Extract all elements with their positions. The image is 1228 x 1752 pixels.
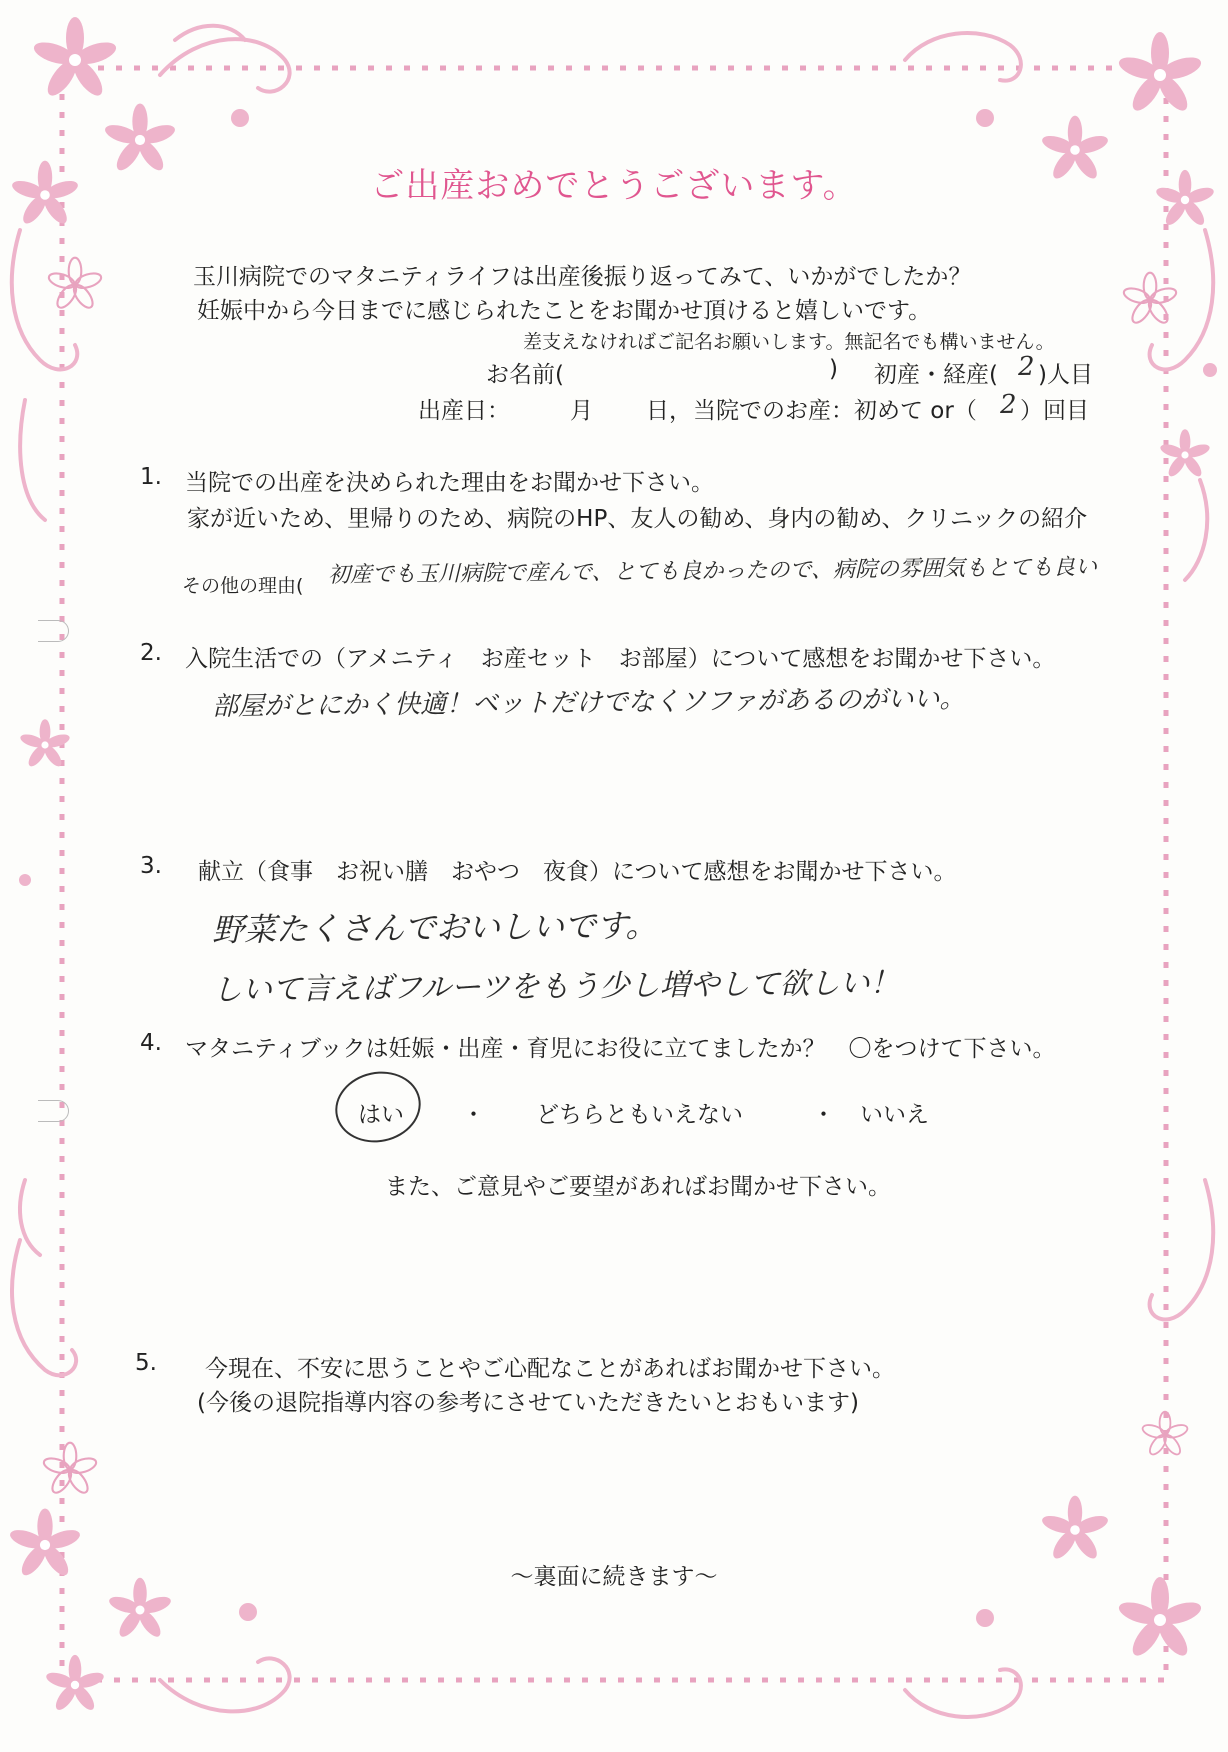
choice-yes[interactable]: はい xyxy=(358,1102,404,1128)
q5-note: (今後の退院指導内容の参考にさせていただきたいとおもいます) xyxy=(197,1390,859,1416)
count-value[interactable]: 2 xyxy=(999,389,1017,420)
q2-question: 入院生活での（アメニティ お産セット お部屋）について感想をお聞かせ下さい。 xyxy=(185,646,1056,672)
q1-question: 当院での出産を決められた理由をお聞かせ下さい。 xyxy=(185,470,714,496)
q4-number: 4. xyxy=(140,1030,162,1056)
date-day: 日， xyxy=(646,398,692,424)
choice-neutral[interactable]: どちらともいえない xyxy=(536,1102,743,1128)
q1-number: 1. xyxy=(140,464,162,490)
date-month: 月 xyxy=(570,398,593,424)
intro-line-2: 妊娠中から今日までに感じられたことをお聞かせ頂けると嬉しいです。 xyxy=(197,298,932,324)
q1-other-label: その他の理由( xyxy=(182,575,304,597)
q3-answer-1[interactable]: 野菜たくさんでおいしいです。 xyxy=(211,906,658,949)
q3-answer-2[interactable]: しいて言えばフルーツをもう少し増やして欲しい！ xyxy=(211,965,900,1008)
page-title: ご出産おめでとうございます。 xyxy=(370,166,858,206)
count-label: 当院でのお産：初めて or（ xyxy=(693,398,977,424)
name-field[interactable] xyxy=(580,356,820,386)
parity-suffix: )人目 xyxy=(1038,362,1093,388)
q3-number: 3. xyxy=(140,853,162,879)
choice-no[interactable]: いいえ xyxy=(860,1102,929,1128)
choice-separator: ・ xyxy=(812,1102,835,1128)
q2-number: 2. xyxy=(140,640,162,666)
parity-value[interactable]: 2 xyxy=(1017,351,1035,382)
name-label: お名前( xyxy=(486,362,564,388)
footer-continue: 〜裏面に続きます〜 xyxy=(510,1564,718,1590)
q5-number: 5. xyxy=(135,1350,157,1376)
q1-answer[interactable]: 初産でも玉川病院で産んで、とても良かったので、病院の雰囲気もとても良い xyxy=(327,554,1098,588)
q2-answer[interactable]: 部屋がとにかく快適！ベットだけでなくソファがあるのがいい。 xyxy=(211,684,966,722)
q5-question: 今現在、不安に思うことやご心配なことがあればお聞かせ下さい。 xyxy=(205,1356,895,1382)
q4-followup: また、ご意見やご要望があればお聞かせ下さい。 xyxy=(385,1174,891,1200)
intro-line-1: 玉川病院でのマタニティライフは出産後振り返ってみて、いかがでしたか？ xyxy=(193,264,972,290)
q5-answer-area[interactable] xyxy=(180,1425,1060,1535)
q1-options: 家が近いため、里帰りのため、病院のHP、友人の勧め、身内の勧め、クリニックの紹介 xyxy=(187,506,1088,532)
intro-note: 差支えなければご記名お願いします。無記名でも構いません。 xyxy=(523,331,1055,353)
punch-mark xyxy=(38,620,69,642)
punch-mark xyxy=(38,1100,69,1122)
q4-question: マタニティブックは妊娠・出産・育児にお役に立てましたか？ 〇をつけて下さい。 xyxy=(185,1036,1056,1062)
q4-followup-answer-area[interactable] xyxy=(180,1210,1060,1330)
name-close: ) xyxy=(829,356,838,382)
date-label: 出産日： xyxy=(418,398,510,424)
q3-question: 献立（食事 お祝い膳 おやつ 夜食）について感想をお聞かせ下さい。 xyxy=(198,859,957,885)
choice-separator: ・ xyxy=(462,1102,485,1128)
parity-label: 初産・経産( xyxy=(874,362,998,388)
count-suffix: ）回目 xyxy=(1020,398,1089,424)
